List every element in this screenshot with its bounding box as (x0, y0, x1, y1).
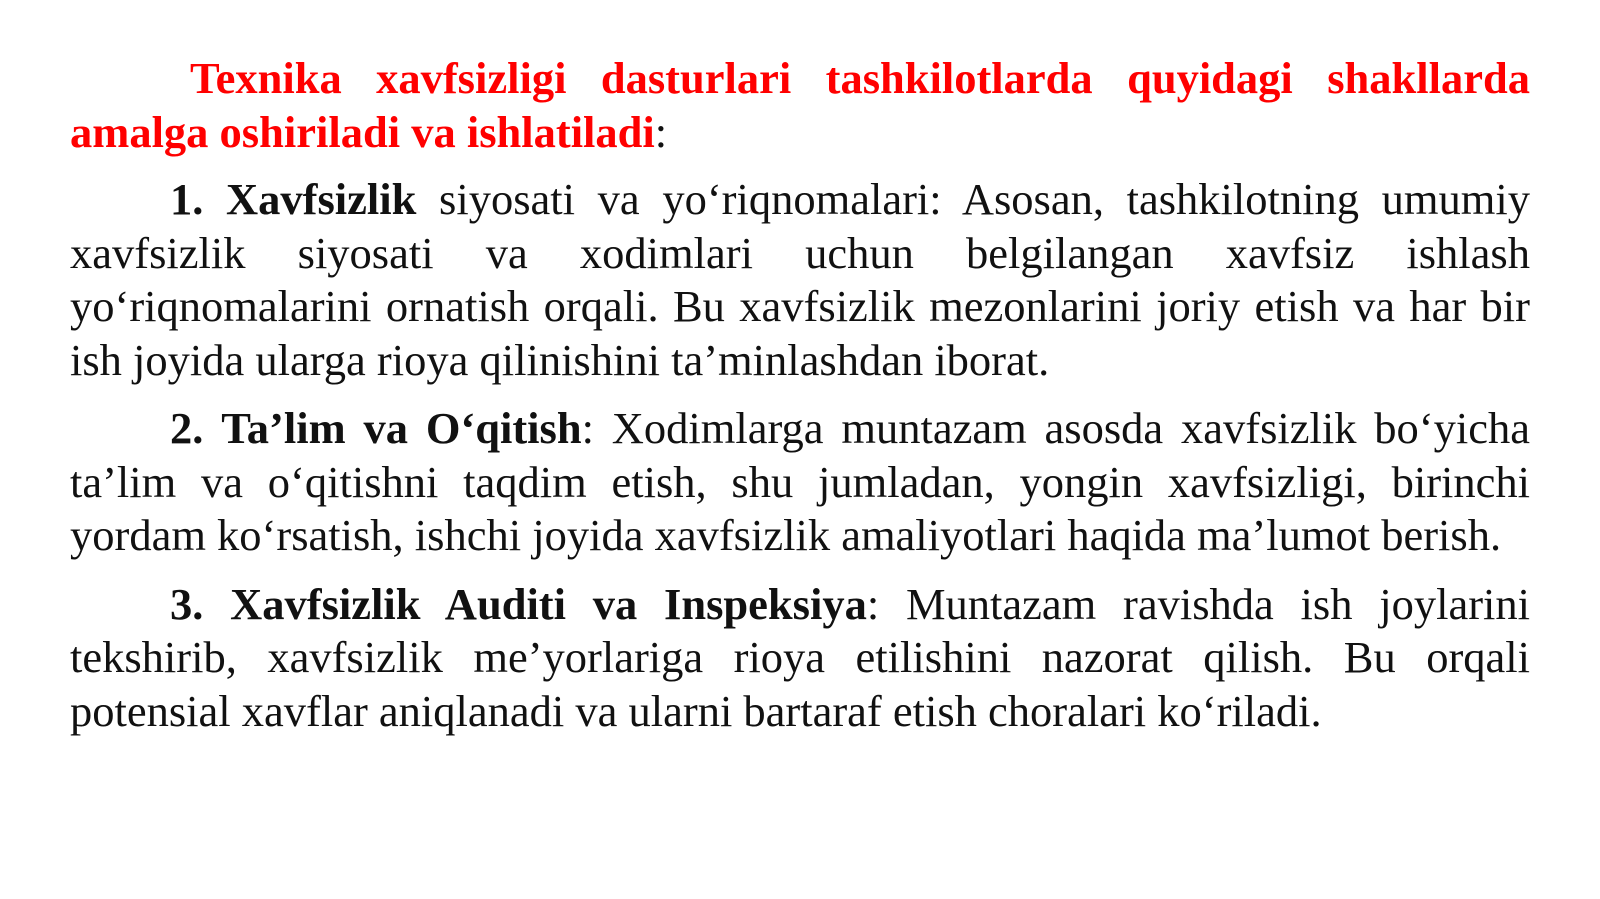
item-text: : Muntazam ravishda ish joylarini tekshirib, xavfsizlik me’yorlariga rioya etilishini nazorat qilish. Bu orqali potensial xavflar aniqlanadi va ularni bartaraf etish choralari ko‘riladi. (70, 578, 1530, 736)
intro-paragraph (70, 52, 1530, 159)
item-text: siyosati va yo‘riqnomalari: Asosan, tashkilotning umumiy xavfsizlik siyosati va xodimlari uchun belgilangan xavfsiz ishlash yo‘riqnomalarini ornatish orqali. Bu xavfsizlik mezonlarini joriy etish va har bir ish joyida ularga rioya qilinishini ta’minlashdan iborat. (70, 174, 1530, 385)
item-number: 2. (170, 403, 204, 453)
list-item-3 (70, 578, 1530, 739)
item-title: Ta’lim va O‘qitish (221, 403, 582, 453)
item-text: : Xodimlarga muntazam asosda xavfsizlik bo‘yicha ta’lim va o‘qitishni taqdim etish, shu jumladan, yongin xavfsizligi, birinchi yordam ko‘rsatish, ishchi joyida xavfsizlik amaliyotlari haqida ma’lumot berish. (70, 403, 1530, 560)
slide-content (70, 52, 1530, 753)
item-number: 1. (170, 174, 204, 224)
list-item-1 (70, 173, 1530, 387)
item-number: 3. (170, 578, 204, 629)
list-item-2 (70, 402, 1530, 563)
intro-heading: Texnika xavfsizligi dasturlari tashkilotlarda quyidagi shakllarda amalga oshiriladi va ishlatiladi (70, 53, 1530, 157)
intro-colon: : (654, 106, 668, 157)
item-title: Xavfsizlik Auditi va Inspeksiya (230, 578, 867, 629)
item-title: Xavfsizlik (226, 174, 417, 224)
